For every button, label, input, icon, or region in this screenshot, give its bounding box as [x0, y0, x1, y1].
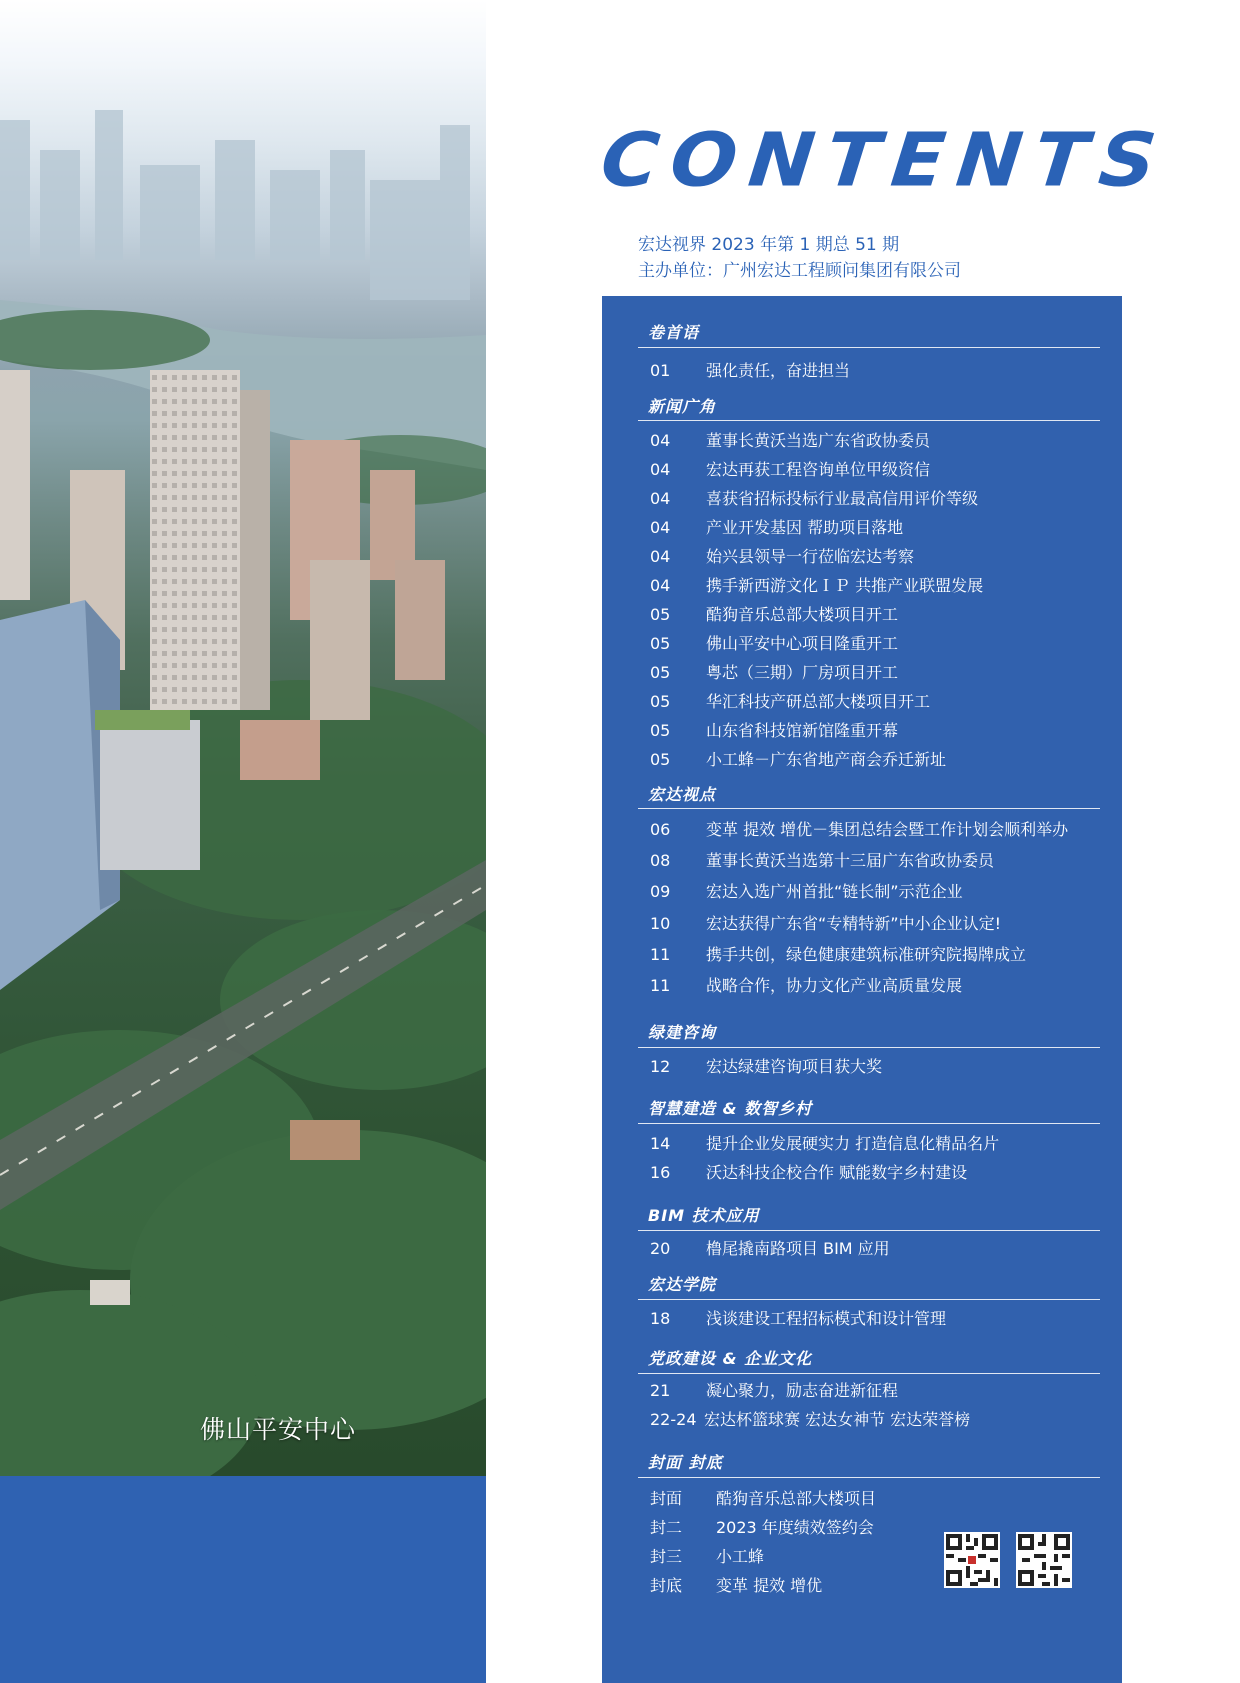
entry-title: 宏达获得广东省“专精特新”中小企业认定! — [706, 914, 1001, 933]
photo-caption: 佛山平安中心 — [200, 1415, 357, 1444]
toc-entry[interactable] — [650, 973, 962, 996]
toc-entry[interactable] — [650, 848, 994, 871]
entry-title: 变革 提效 增优 — [716, 1576, 823, 1595]
entry-title: 提升企业发展硬实力 打造信息化精品名片 — [706, 1134, 1000, 1153]
entry-title: 宏达绿建咨询项目获大奖 — [706, 1057, 883, 1076]
entry-page: 封二 — [650, 1518, 683, 1537]
section-divider — [638, 1123, 1100, 1124]
entry-page: 04 — [650, 547, 671, 566]
section-title: 智慧建造 & 数智乡村 — [648, 1099, 813, 1118]
entry-title: 小工蜂－广东省地产商会乔迁新址 — [706, 750, 947, 769]
entry-title: 产业开发基因 帮助项目落地 — [706, 518, 904, 537]
toc-entry[interactable] — [650, 1131, 999, 1154]
toc-entry[interactable] — [650, 486, 978, 509]
toc-entry[interactable] — [650, 573, 983, 596]
toc-entry[interactable] — [650, 428, 930, 451]
contents-title: CONTENTS — [597, 118, 1172, 204]
entry-page: 封三 — [650, 1547, 683, 1566]
entry-page: 16 — [650, 1163, 671, 1182]
section-divider — [638, 1230, 1100, 1231]
toc-entry[interactable] — [650, 1236, 890, 1259]
toc-entry[interactable] — [650, 718, 898, 741]
entry-title: 酷狗音乐总部大楼项目 — [716, 1489, 877, 1508]
qr-code-icon[interactable] — [1016, 1532, 1072, 1588]
entry-title: 宏达杯篮球赛 宏达女神节 宏达荣誉榜 — [704, 1410, 971, 1429]
entry-page: 01 — [650, 361, 671, 380]
qr-code-icon[interactable] — [944, 1532, 1000, 1588]
entry-page: 封面 — [650, 1489, 683, 1508]
toc-entry[interactable] — [650, 457, 930, 480]
issue-info: 宏达视界 2023 年第 1 期总 51 期 — [638, 235, 900, 255]
toc-entry[interactable] — [650, 817, 1068, 840]
entry-page: 04 — [650, 460, 671, 479]
toc-entry[interactable] — [650, 942, 1026, 965]
entry-page: 06 — [650, 820, 671, 839]
entry-page: 08 — [650, 851, 671, 870]
entry-title: 小工蜂 — [716, 1547, 765, 1566]
section-title: 新闻广角 — [648, 397, 717, 416]
entry-page: 11 — [650, 976, 671, 995]
toc-entry[interactable] — [650, 1544, 764, 1567]
entry-title: 携手新西游文化ＩＰ 共推产业联盟发展 — [706, 576, 984, 595]
entry-page: 04 — [650, 576, 671, 595]
section-divider — [638, 1299, 1100, 1300]
entry-page: 04 — [650, 489, 671, 508]
entry-title: 浅谈建设工程招标模式和设计管理 — [706, 1309, 947, 1328]
section-title: 宏达视点 — [648, 785, 717, 804]
toc-entry[interactable] — [650, 515, 903, 538]
section-title: 党政建设 & 企业文化 — [648, 1349, 813, 1368]
toc-entry[interactable] — [650, 1160, 967, 1183]
section-divider — [638, 1373, 1100, 1374]
city-aerial-illustration — [0, 0, 486, 1476]
toc-entry[interactable] — [650, 1486, 876, 1509]
toc-entry[interactable] — [650, 1054, 882, 1077]
toc-entry[interactable] — [650, 544, 914, 567]
entry-page: 14 — [650, 1134, 671, 1153]
toc-entry[interactable] — [650, 1407, 970, 1430]
toc-entry[interactable] — [650, 631, 898, 654]
section-divider — [638, 1047, 1100, 1048]
left-color-band — [0, 1476, 486, 1683]
entry-title: 沃达科技企校合作 赋能数字乡村建设 — [706, 1163, 968, 1182]
entry-page: 05 — [650, 692, 671, 711]
entry-title: 董事长黄沃当选第十三届广东省政协委员 — [706, 851, 995, 870]
entry-title: 华汇科技产研总部大楼项目开工 — [706, 692, 931, 711]
entry-title: 凝心聚力，励志奋进新征程 — [706, 1381, 899, 1400]
toc-entry[interactable] — [650, 747, 946, 770]
toc-entry[interactable] — [650, 879, 963, 902]
entry-title: 强化责任，奋进担当 — [706, 361, 851, 380]
toc-entry[interactable] — [650, 1378, 898, 1401]
entry-page: 12 — [650, 1057, 671, 1076]
entry-title: 酷狗音乐总部大楼项目开工 — [706, 605, 899, 624]
entry-title: 宏达入选广州首批“链长制”示范企业 — [706, 882, 963, 901]
toc-entry[interactable] — [650, 689, 930, 712]
entry-title: 变革 提效 增优－集团总结会暨工作计划会顺利举办 — [706, 820, 1069, 839]
section-title: BIM 技术应用 — [648, 1206, 760, 1225]
entry-page: 21 — [650, 1381, 671, 1400]
toc-entry[interactable] — [650, 1306, 946, 1329]
entry-title: 粤芯（三期）厂房项目开工 — [706, 663, 899, 682]
entry-title: 始兴县领导一行莅临宏达考察 — [706, 547, 915, 566]
section-title: 绿建咨询 — [648, 1023, 717, 1042]
entry-title: 携手共创，绿色健康建筑标准研究院揭牌成立 — [706, 945, 1027, 964]
toc-entry[interactable] — [650, 660, 898, 683]
section-title: 封面 封底 — [648, 1453, 723, 1472]
toc-entry[interactable] — [650, 358, 850, 381]
entry-page: 05 — [650, 663, 671, 682]
entry-page: 09 — [650, 882, 671, 901]
entry-title: 橹尾撬南路项目 BIM 应用 — [706, 1239, 890, 1258]
section-divider — [638, 420, 1100, 421]
entry-page: 04 — [650, 431, 671, 450]
toc-entry[interactable] — [650, 911, 1001, 934]
entry-title: 宏达再获工程咨询单位甲级资信 — [706, 460, 931, 479]
entry-title: 佛山平安中心项目隆重开工 — [706, 634, 899, 653]
toc-entry[interactable] — [650, 1573, 822, 1596]
entry-page: 10 — [650, 914, 671, 933]
contents-panel — [602, 296, 1122, 1683]
section-divider — [638, 808, 1100, 809]
entry-page: 05 — [650, 605, 671, 624]
section-divider — [638, 1477, 1100, 1478]
section-title: 卷首语 — [648, 323, 700, 342]
entry-page: 05 — [650, 721, 671, 740]
entry-title: 2023 年度绩效签约会 — [716, 1518, 874, 1537]
entry-page: 封底 — [650, 1576, 683, 1595]
entry-page: 04 — [650, 518, 671, 537]
entry-page: 11 — [650, 945, 671, 964]
entry-title: 董事长黄沃当选广东省政协委员 — [706, 431, 931, 450]
entry-page: 05 — [650, 634, 671, 653]
entry-page: 18 — [650, 1309, 671, 1328]
section-divider — [638, 347, 1100, 348]
entry-page: 20 — [650, 1239, 671, 1258]
entry-title: 山东省科技馆新馆隆重开幕 — [706, 721, 899, 740]
section-title: 宏达学院 — [648, 1275, 717, 1294]
entry-page: 05 — [650, 750, 671, 769]
entry-title: 喜获省招标投标行业最高信用评价等级 — [706, 489, 979, 508]
toc-entry[interactable] — [650, 602, 898, 625]
entry-title: 战略合作，协力文化产业高质量发展 — [706, 976, 963, 995]
sponsor-info: 主办单位：广州宏达工程顾问集团有限公司 — [638, 261, 961, 281]
toc-entry[interactable] — [650, 1515, 874, 1538]
entry-page: 22-24 — [650, 1410, 697, 1429]
cover-photo — [0, 0, 486, 1476]
